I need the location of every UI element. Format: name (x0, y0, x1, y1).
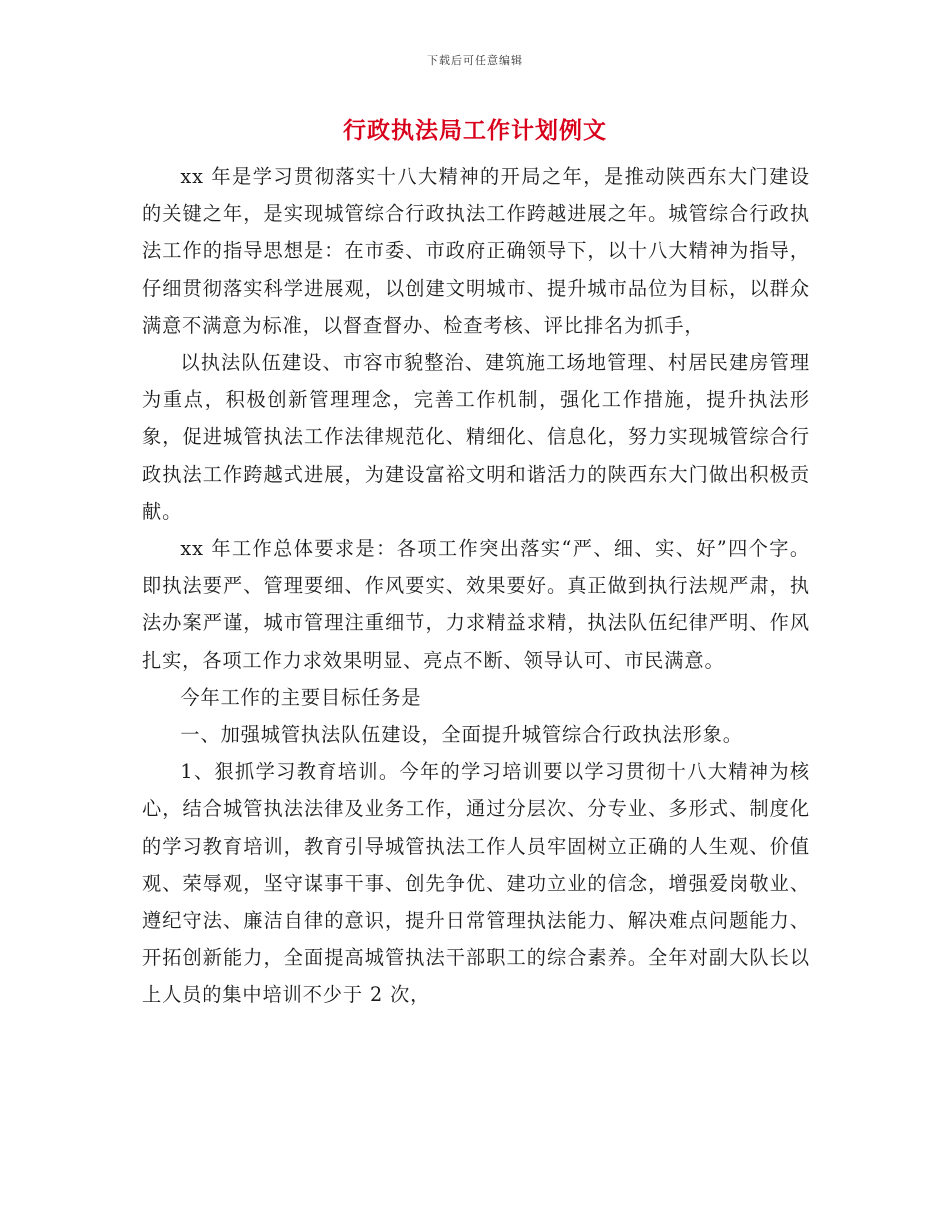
paragraph-6: 1、狠抓学习教育培训。今年的学习培训要以学习贯彻十八大精神为核心，结合城管执法法律及业务工作，通过分层次、分专业、多形式、制度化的学习教育培训，教育引导城管执法工作人员牢固树立正确的人生观、价值观、荣辱观，坚守谋事干事、创先争优、建功立业的信念，增强爱岗敬业、遵纪守法、廉洁自律的意识，提升日常管理执法能力、解决难点问题能力、开拓创新能力，全面提高城管执法干部职工的综合素养。全年对副大队长以上人员的集中培训不少于 2 次， (142, 760, 810, 1007)
section-heading-1: 一、加强城管执法队伍建设，全面提升城管综合行政执法形象。 (180, 723, 743, 747)
paragraph-1: xx 年是学习贯彻落实十八大精神的开局之年，是推动陕西东大门建设的关键之年，是实现城管综合行政执法工作跨越进展之年。城管综合行政执法工作的指导思想是：在市委、市政府正确领导下，以十八大精神为指导，仔细贯彻落实科学进展观，以创建文明城市、提升城市品位为目标，以群众满意不满意为标准，以督查督办、检查考核、评比排名为抓手， (142, 165, 810, 337)
header-note: 下载后可任意编辑 (427, 54, 523, 67)
paragraph-2: 以执法队伍建设、市容市貌整治、建筑施工场地管理、村居民建房管理为重点，积极创新管理理念，完善工作机制，强化工作措施，提升执法形象，促进城管执法工作法律规范化、精细化、信息化，努力实现城管综合行政执法工作跨越式进展，为建设富裕文明和谐活力的陕西东大门做出积极贡献。 (142, 351, 810, 523)
paragraph-4: 今年工作的主要目标任务是 (180, 685, 422, 709)
paragraph-3: xx 年工作总体要求是：各项工作突出落实“严、细、实、好”四个字。即执法要严、管理要细、作风要实、效果要好。真正做到执行法规严肃，执法办案严谨，城市管理注重细节，力求精益求精，执法队伍纪律严明、作风扎实，各项工作力求效果明显、亮点不断、领导认可、市民满意。 (142, 537, 810, 672)
document-title: 行政执法局工作计划例文 (343, 117, 607, 144)
document-body (142, 158, 810, 1014)
